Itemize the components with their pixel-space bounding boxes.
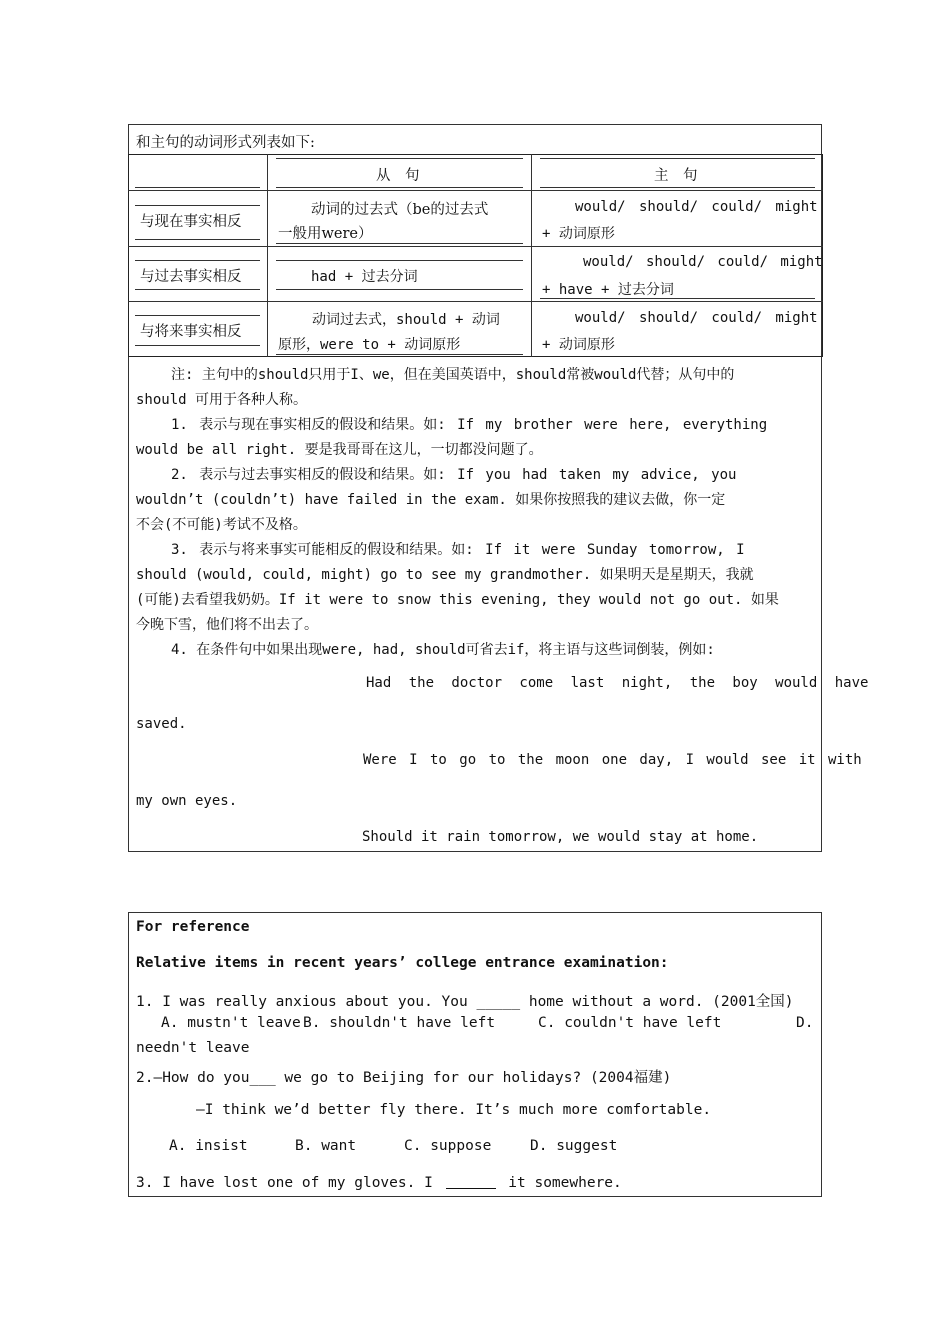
row-present-clause-line2: 一般用were） [278,226,373,242]
reference-title: For reference [136,919,250,935]
header-main-clause: 主 句 [654,168,698,184]
reference-subtitle: Relative items in recent years’ college entrance examination: [136,955,669,971]
note-line: should 可用于各种人称。 [136,392,308,408]
answer-blank [446,1174,496,1189]
rule-2-line: 2. 表示与过去事实相反的假设和结果。如: If you had taken my advice, you [171,467,737,483]
table-row-divider [128,246,823,247]
question-2-option-a: A. insist [169,1138,248,1154]
row-label-past: 与过去事实相反 [140,269,242,285]
question-2-stem: 2.—How do you___ we go to Beijing for our holidays? (2004福建) [136,1070,672,1086]
example-3-line: Should it rain tomorrow, we would stay at home. [362,829,759,845]
example-2-line: Were I to go to the moon one day, I would see it with [363,752,862,768]
table-row-divider [128,301,823,302]
row-future-clause-line1: 动词过去式，should + 动词 [312,312,500,328]
example-1-line: Had the doctor come last night, the boy would have [366,675,869,691]
rule-3-line: (可能)去看望我奶奶。If it were to snow this evening, they would not go out. 如果 [136,592,779,608]
example-2-line: my own eyes. [136,793,238,809]
row-past-main-line2: + have + 过去分词 [542,282,674,298]
table-heading: 和主句的动词形式列表如下: [136,135,315,151]
table-column-divider [531,154,532,357]
question-1-option-d: D. [796,1015,814,1031]
table-column-divider [267,154,268,357]
question-1-option-a: A. mustn't leave [161,1015,301,1031]
question-2-option-b: B. want [295,1138,357,1154]
row-future-main-line2: + 动词原形 [542,337,615,353]
rule-2-line: 不会(不可能)考试不及格。 [136,517,307,533]
table-header-divider [128,190,823,191]
row-future-clause-line2: 原形，were to + 动词原形 [278,337,461,353]
rule-2-line: wouldn’t (couldn’t) have failed in the exam. 如果你按照我的建议去做，你一定 [136,492,726,508]
question-3-stem-after: it somewhere. [508,1175,622,1191]
question-2-reply: —I think we’d better fly there. It’s much more comfortable. [196,1102,712,1118]
question-2-option-d: D. suggest [530,1138,618,1154]
rule-4-line: 4. 在条件句中如果出现were, had, should可省去if，将主语与这些词倒装，例如: [171,642,715,658]
row-future-main-line1: would/ should/ could/ might [575,310,818,326]
row-present-clause-line1: 动词的过去式（be的过去式 [311,202,489,218]
row-past-main-line1: would/ should/ could/ might [583,254,823,270]
rule-1-line: 1. 表示与现在事实相反的假设和结果。如: If my brother were here, everything [171,417,768,433]
row-present-main-line2: + 动词原形 [542,226,615,242]
header-subordinate-clause: 从 句 [376,168,420,184]
note-line: 注: 主句中的should只用于I、we，但在美国英语中，should常被would代替；从句中的 [171,367,735,383]
row-present-main-line1: would/ should/ could/ might [575,199,818,215]
question-2-option-c: C. suppose [404,1138,492,1154]
question-1-option-d-text: needn't leave [136,1040,250,1056]
row-label-present: 与现在事实相反 [140,214,242,230]
rule-3-line: should (would, could, might) go to see my grandmother. 如果明天是星期天，我就 [136,567,754,583]
question-3-stem-before: 3. I have lost one of my gloves. I [136,1175,433,1191]
example-1-line: saved. [136,716,187,732]
row-label-future: 与将来事实相反 [140,324,242,340]
rule-3-line: 今晚下雪，他们将不出去了。 [136,617,318,633]
question-1-option-b: B. shouldn't have left [303,1015,496,1031]
rule-3-line: 3. 表示与将来事实可能相反的假设和结果。如: If it were Sunday tomorrow, I [171,542,745,558]
row-past-clause: had + 过去分词 [311,269,418,285]
question-1-option-c: C. couldn't have left [538,1015,722,1031]
question-3-stem [136,1174,622,1191]
question-1-stem: 1. I was really anxious about you. You _____ home without a word. (2001全国) [136,994,794,1010]
rule-1-line: would be all right. 要是我哥哥在这儿，一切都没问题了。 [136,442,543,458]
